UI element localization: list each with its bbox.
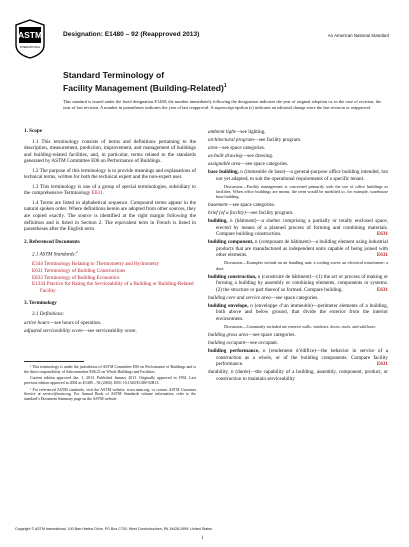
astm-standards-subheading: 2.1 ASTM Standards:$^2$ [32, 250, 78, 258]
issue-note: This standard is issued under the fixed designation E1480; the number immediately following the designation indicates the year of original adoption or, in the case of revision, the year of last revision. A number in parentheses indicates the year of last reapproval. A superscript epsilon (ε) indicates an editorial change since the last revision or reapproval. [63, 99, 381, 110]
source-code[interactable]: E631 [376, 231, 388, 238]
term-building-component: building component, n (composant de bâtiment)—a building element using industrial products that are manufactured as independent units capable of being joined with other elements. E631 [208, 239, 388, 259]
source-code[interactable]: E631 [376, 252, 388, 259]
title-footnote-mark: 1 [223, 82, 227, 89]
term-brief: brief (of a facility)—see facility program. [208, 210, 294, 217]
reference-item[interactable]: E833 Terminology of Building Economics [32, 274, 120, 281]
reference-item[interactable]: E344 Terminology Relating to Thermometry and Hydrometry [32, 261, 160, 268]
page-number: 1 [201, 536, 204, 541]
term-entry: area—see space categories. [208, 145, 266, 152]
document-title [63, 70, 363, 93]
source-code[interactable]: E631 [376, 286, 388, 293]
scope-heading: 1. Scope [24, 128, 42, 134]
term-base-building: base building, n (immeuble de base)—a general-purpose office building intended, but not yet adapted, to suit the operational requirements of a specific tenant. [208, 169, 388, 182]
title-line-1: Standard Terminology of [63, 70, 165, 80]
definitions-subheading: 3.1 Definitions: [32, 310, 65, 317]
building-envelope-discussion: Discussion—Commonly included are exterior walls, windows, doors, roofs, and subfloors. [224, 324, 377, 329]
term-entry: as-built drawing—see drawing. [208, 153, 274, 160]
term-building-performance: building performance, n (rendement d’édifice)—the behavior in service of a construction as a whole, or of the building components. Compare facility performance. E631 [208, 348, 388, 368]
term-building-envelope: building envelope, n (enveloppe d’un immeuble)—perimeter elements of a building, both above and below ground, that divide the exterior from the interior environment. [208, 302, 388, 322]
source-code[interactable]: E631 [376, 361, 388, 368]
title-line-2: Facility Management (Building-Related)$^1$ [63, 82, 227, 93]
term-entry: assignable area—see space categories. [208, 161, 289, 168]
reference-list [24, 261, 196, 294]
building-component-discussion: Discussion—Examples include an air handling unit; a cooling tower; an electrical transformer; a door. [216, 260, 388, 271]
terminology-heading: 3. Terminology [24, 300, 57, 307]
footnote-2: ² For referenced ASTM standards, visit the ASTM website, www.astm.org, or contact ASTM Customer Service at service@astm.org. For Annual Book of ASTM Standards volume information, refer to the standard’s Document Summary page on the ASTM website. [24, 387, 196, 402]
right-column [208, 129, 388, 384]
scope-paragraph-1: 1.1 This terminology consists of terms and definitions pertaining to the description, measurement, prediction, improvement, and management of buildings and building-related facilities, and, in particular, terms related to the standards generated by ASTM Committee E06 on Performance of Buildings. [24, 138, 196, 165]
reference-item[interactable]: E1334 Practice for Rating the Serviceability of a Building or Building-Related Facility [32, 281, 194, 294]
left-column [24, 128, 196, 404]
footnote-1: ¹ This terminology is under the jurisdiction of ASTM Committee E06 on Performance of Buildings and is the direct responsibility of Subcommittee E06.25 on Whole Buildings and Facilities. [24, 364, 196, 374]
reference-item[interactable]: E631 Terminology of Building Constructions [32, 268, 126, 275]
scope-paragraph-4: 1.4 Terms are listed in alphabetical sequence. Compound terms appear in the natural spoken order. Where definitions herein are adopted from other sources, they are copied exactly. The source is identified at the right margin following the definition and is listed in Section 2. The equivalent term in French is listed in parentheses after the English term. [24, 199, 196, 233]
footnote-1-edition: Current edition approved Jan. 1, 2013. Published January 2013. Originally approved in 1992. Last previous edition approved in 2004 as E1480 – 92 (2004). DOI: 10.1520/E1480-92R13. [24, 376, 196, 385]
term-building-gross-area: building gross area—see space categories. [208, 332, 296, 339]
term-building: building, n (bâtiment)—a shelter comprising a partially or totally enclosed space, erected by means of a planned process of forming and combining materials. Compare building construction. E631 [208, 218, 388, 238]
term-entry: architectural program—see facility program. [208, 137, 302, 144]
term-durability: durability, n (durée)—the capability of a building, assembly, component, product, or construction to maintain serviceability [208, 369, 388, 382]
scope-paragraph-2: 1.2 The purpose of this terminology is to provide meanings and explanations of technical terms, written for both the technical expert and the non-expert user. [24, 167, 196, 181]
base-building-discussion: Discussion—Facility management is concerned primarily with the use of office buildings as facilities. When office buildings are meant, the term would be modified to, for example, warehouse base building. [216, 183, 388, 200]
referenced-documents-heading: 2. Referenced Documents [24, 238, 80, 245]
term-building-occupant: building occupant—see occupant. [208, 340, 279, 347]
term-basement: basement—see space categories. [208, 202, 276, 209]
term-entry: ambient light—see lighting. [208, 129, 266, 135]
copyright-footer: Copyright © ASTM International, 100 Barr Harbor Drive, PO Box C700, West Conshohocken, PA 19428-2959. United States [15, 527, 212, 531]
term-building-construction: building construction, n (construire de bâtiment)—(1) the act or process of making or forming a building by assembly or combining elements, components or systems. (2) the structure or part thereof so formed. Compare building. E631 [208, 273, 388, 293]
svg-text:INTERNATIONAL: INTERNATIONAL [19, 46, 41, 49]
term-active-hours: active hours—see hours of operation. [24, 320, 102, 327]
footnote-divider [24, 361, 84, 362]
e631-link[interactable]: E631 [91, 190, 103, 197]
astm-logo [15, 19, 45, 59]
term-adjusted-serviceability-score: adjusted serviceability score—see serviceability score. [24, 328, 137, 335]
svg-text:ASTM: ASTM [17, 30, 43, 40]
designation: Designation: E1480 – 92 (Reapproved 2013) [63, 31, 200, 38]
term-building-core: building core and service area—see space categories. [208, 294, 319, 301]
scope-paragraph-3: 1.3 This terminology is one of a group of special terminologies, subsidiary to the comprehensive Terminology E631. [24, 183, 196, 197]
standards-body: An American National Standard [327, 33, 389, 38]
